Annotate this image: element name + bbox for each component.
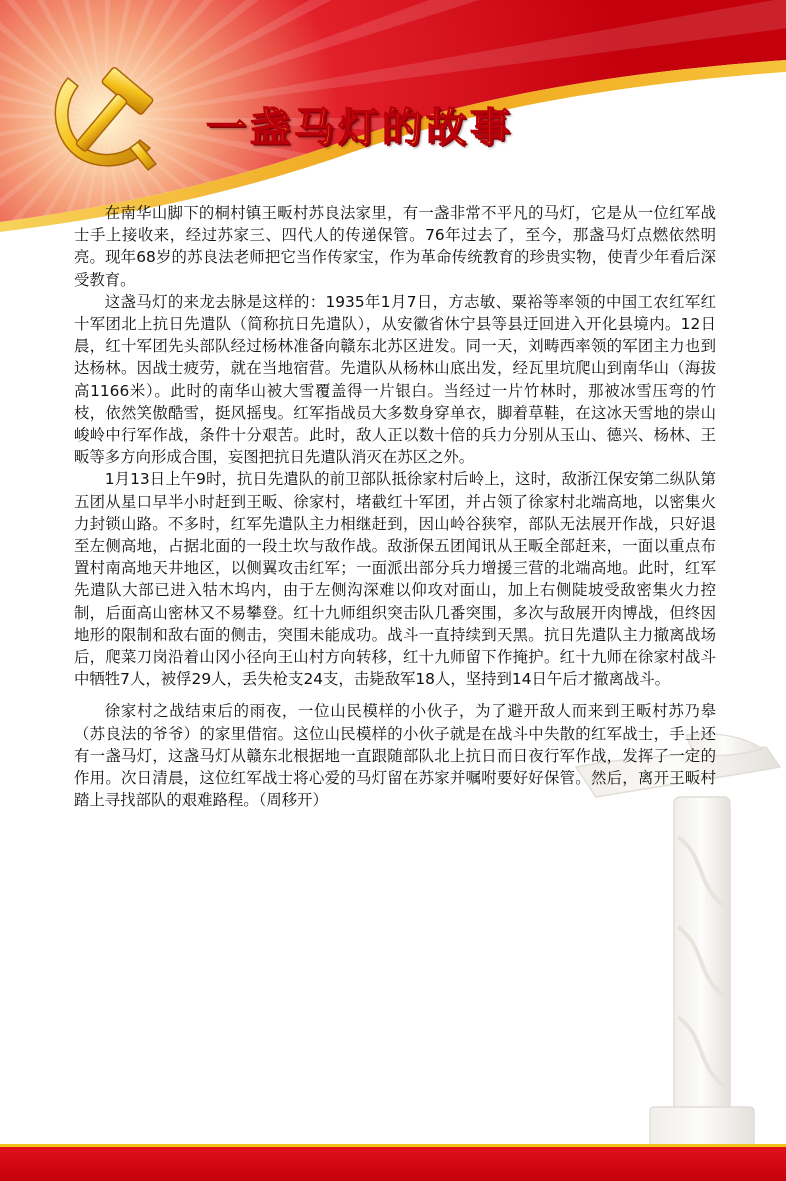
footer-band bbox=[0, 1147, 786, 1181]
article-body bbox=[74, 202, 716, 811]
paragraph-intro: 在南华山脚下的桐村镇王畈村苏良法家里，有一盏非常不平凡的马灯，它是从一位红军战士手上接收来，经过苏家三、四代人的传递保管。76年过去了，至今，那盏马灯点燃依然明亮。现年68岁的苏良法老师把它当作传家宝，作为革命传统教育的珍贵实物，使青少年看后深受教育。 bbox=[74, 204, 716, 289]
paragraph-battle: 1月13日上午9时，抗日先遣队的前卫部队抵徐家村后岭上，这时，敌浙江保安第二纵队第五团从星口早半小时赶到王畈、徐家村，堵截红十军团，并占领了徐家村北端高地，以密集火力封锁山路。不多时，红军先遣队主力相继赶到，因山岭谷狭窄，部队无法展开作战，只好退至左侧高地，占据北面的一段土坎与敌作战。敌浙保五团闻讯从王畈全部赶来，一面以重点布置村南高地天井地区，以侧翼攻击红军；一面派出部分兵力增援三营的北端高地。此时，红军先遣队大部已进入牯木坞内，由于左侧沟深难以仰攻对面山，加上右侧陡坡受敌密集火力控制，后面高山密林又不易攀登。红十九师组织突击队几番突围，多次与敌展开肉博战，但终因地形的限制和敌右面的侧击，突围未能成功。战斗一直持续到天黑。抗日先遣队主力撤离战场后，爬菜刀岗沿着山冈小径向王山村方向转移，红十九师留下作掩护。红十九师在徐家村战斗中牺牲7人，被俘29人，丢失枪支24支，击毙敌军18人，坚持到14日午后才撤离战斗。 bbox=[74, 470, 716, 689]
paragraph-background: 这盏马灯的来龙去脉是这样的：1935年1月7日，方志敏、粟裕等率领的中国工农红军红十军团北上抗日先遣队（简称抗日先遣队），从安徽省休宁县等县迂回进入开化县境内。12日晨，红十军团先头部队经过杨林准备向赣东北苏区进发。同一天，刘畴西率领的军团主力也到达杨林。因战士疲劳，就在当地宿营。先遣队从杨林山底出发，经瓦里坑爬山到南华山（海拔高1166米）。此时的南华山被大雪覆盖得一片银白。当经过一片竹林时，那被冰雪压弯的竹枝，依然笑傲酷雪，挺风摇曳。红军指战员大多数身穿单衣，脚着草鞋，在这冰天雪地的崇山峻岭中行军作战，条件十分艰苦。此时，敌人正以数十倍的兵力分别从玉山、德兴、杨林、王畈等多方向形成合围，妄图把抗日先遣队消灭在苏区之外。 bbox=[74, 292, 716, 467]
paragraph-lantern: 徐家村之战结束后的雨夜，一位山民模样的小伙子，为了避开敌人而来到王畈村苏乃皋（苏良法的爷爷）的家里借宿。这位山民模样的小伙子就是在战斗中失散的红军战士，手上还有一盏马灯，这盏马灯从赣东北根据地一直跟随部队北上抗日而日夜行军作战，发挥了一定的作用。次日清晨，这位红军战士将心爱的马灯留在苏家并嘱咐要好好保管。然后，离开王畈村踏上寻找部队的艰难路程。（周移开） bbox=[74, 702, 716, 810]
party-emblem-icon bbox=[40, 56, 170, 186]
page-title: 一盏马灯的故事 bbox=[206, 105, 514, 151]
